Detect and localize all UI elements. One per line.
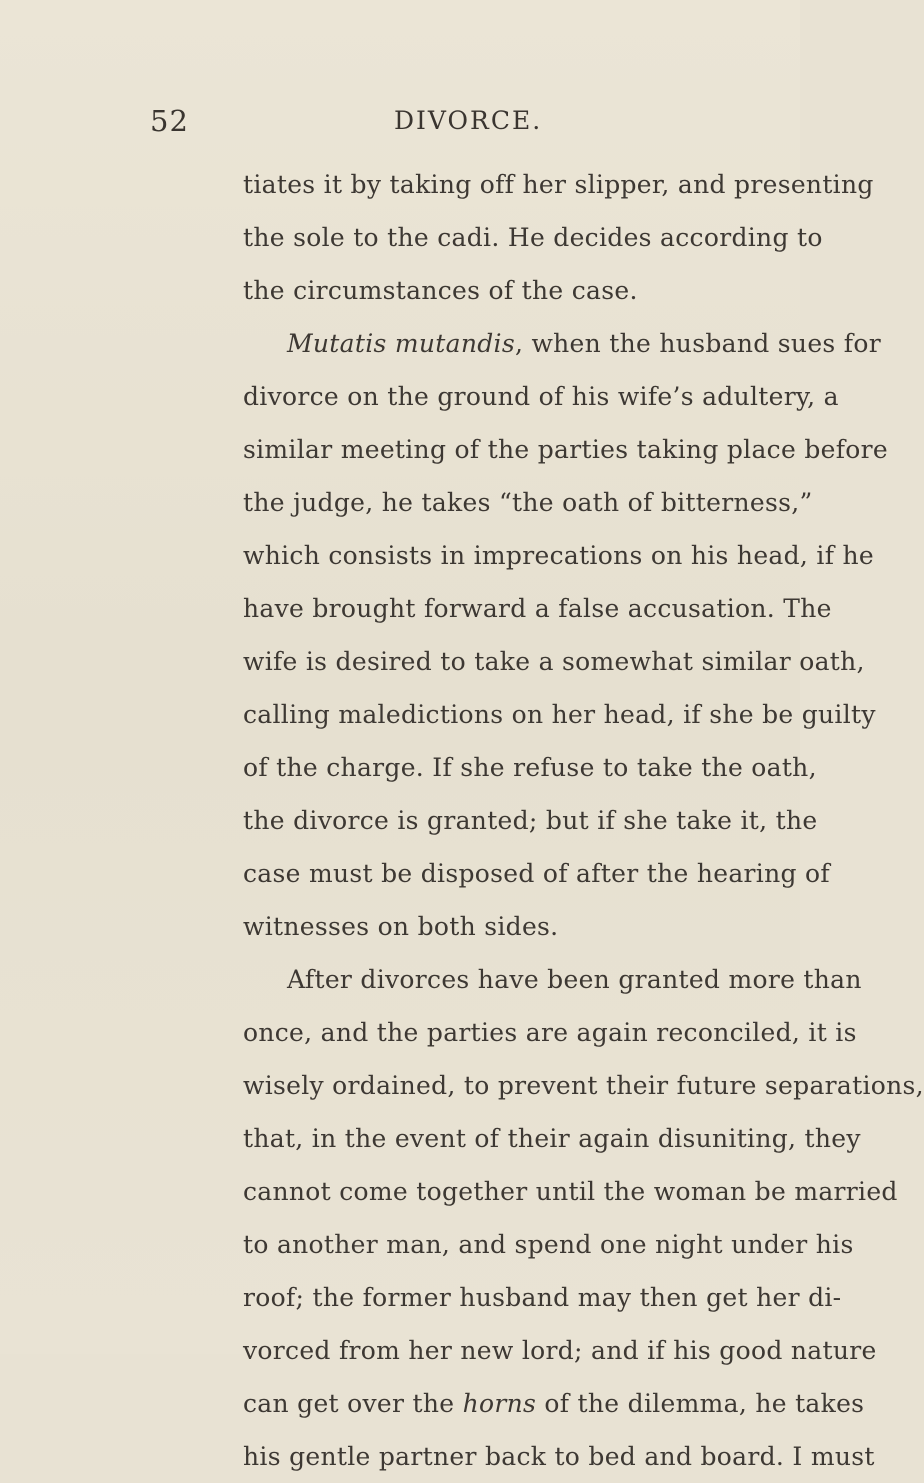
text-line: similar meeting of the parties taking place before [243, 435, 888, 464]
page-number: 52 [150, 104, 189, 138]
text-line: the circumstances of the case. [243, 276, 638, 305]
text-segment: can get over the [243, 1389, 455, 1418]
text-line: cannot come together until the woman be married [243, 1177, 898, 1206]
text-line: divorce on the ground of his wife’s adultery, a [243, 382, 839, 411]
text-line: that, in the event of their again disuniting, they [243, 1124, 861, 1153]
text-line: tiates it by taking off her slipper, and presenting [243, 170, 874, 199]
text-line: to another man, and spend one night under his [243, 1230, 854, 1259]
text-line: have brought forward a false accusation. The [243, 594, 832, 623]
text-line: once, and the parties are again reconciled, it is [243, 1018, 857, 1047]
text-line: his gentle partner back to bed and board. I must [243, 1442, 875, 1471]
text-line: the divorce is granted; but if she take it, the [243, 806, 818, 835]
text-line: of the charge. If she refuse to take the oath, [243, 753, 817, 782]
text-line: vorced from her new lord; and if his good nature [243, 1336, 877, 1365]
text-line-with-italic [243, 1377, 865, 1430]
text-line-paragraph-start: After divorces have been granted more than [287, 965, 862, 994]
text-line: wisely ordained, to prevent their future separations, [243, 1071, 924, 1100]
text-line: which consists in imprecations on his head, if he [243, 541, 875, 570]
italic-word: horns [462, 1389, 537, 1418]
text-segment: of the dilemma, he takes [544, 1389, 865, 1418]
italic-phrase: Mutatis mutandis [287, 329, 515, 358]
text-line: roof; the former husband may then get her di- [243, 1283, 842, 1312]
text-line: the judge, he takes “the oath of bitterness,” [243, 488, 813, 517]
text-line: the sole to the cadi. He decides according to [243, 223, 823, 252]
page-header [0, 104, 800, 144]
running-head: DIVORCE. [394, 106, 543, 135]
body-text [243, 158, 924, 1483]
text-line: calling maledictions on her head, if she be guilty [243, 700, 876, 729]
text-line: witnesses on both sides. [243, 912, 559, 941]
text-line-paragraph-start: Mutatis mutandis, when the husband sues for [287, 329, 881, 358]
text-line: case must be disposed of after the hearing of [243, 859, 830, 888]
text-line: wife is desired to take a somewhat similar oath, [243, 647, 865, 676]
